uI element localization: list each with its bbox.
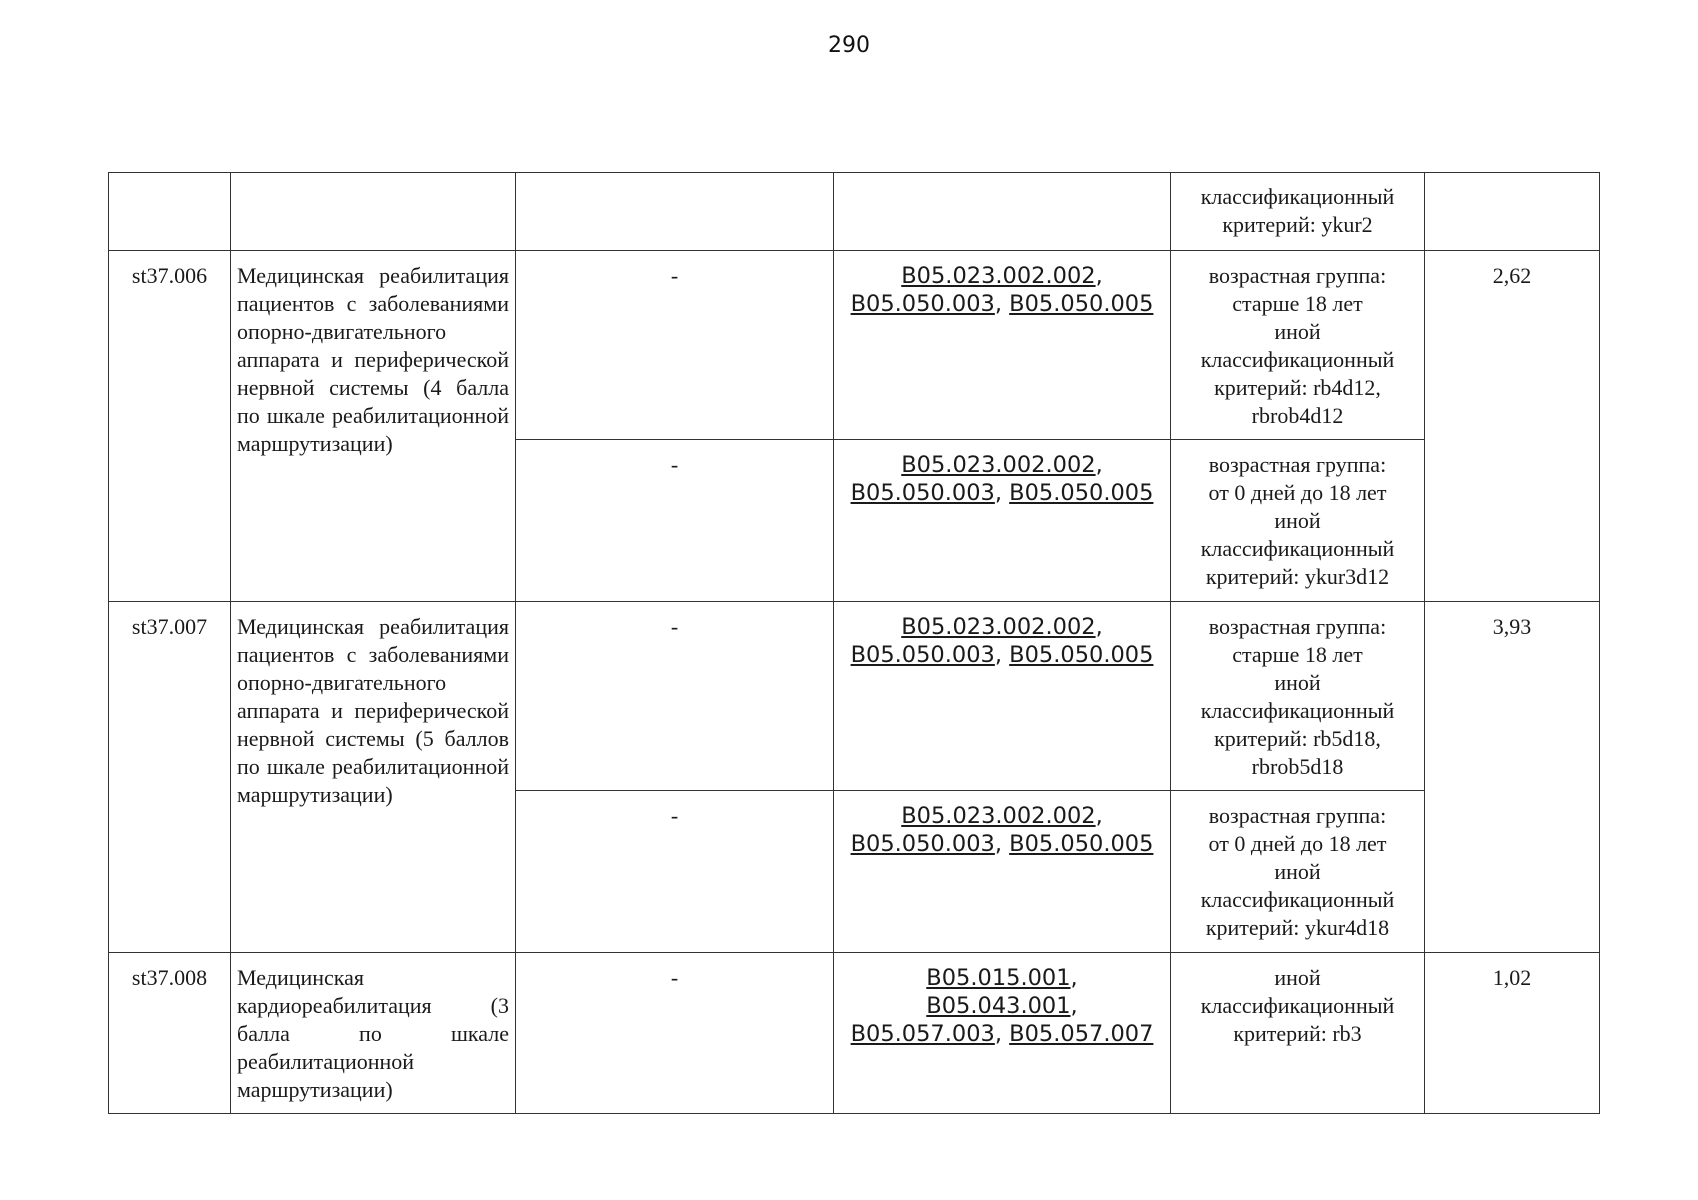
service-code-link[interactable]: B05.050.005 — [1009, 831, 1154, 857]
page-number: 290 — [828, 33, 870, 58]
criteria-line: иной — [1274, 319, 1321, 344]
service-code-link[interactable]: B05.023.002.002 — [901, 803, 1096, 829]
criteria-line: критерий: ykur2 — [1222, 212, 1373, 237]
service-code-link[interactable]: B05.050.003 — [850, 291, 995, 317]
services-cell: B05.023.002.002, B05.050.003, B05.050.005 — [834, 251, 1171, 440]
service-code-link[interactable]: B05.023.002.002 — [901, 452, 1096, 478]
criteria-line: классификационный — [1200, 887, 1395, 912]
diagnosis-cell: - — [516, 602, 834, 791]
criteria-line: от 0 дней до 18 лет — [1208, 480, 1387, 505]
services-cell: B05.023.002.002, B05.050.003, B05.050.005 — [834, 791, 1171, 953]
services-cell: B05.023.002.002, B05.050.003, B05.050.005 — [834, 602, 1171, 791]
service-code-link[interactable]: B05.023.002.002 — [901, 263, 1096, 289]
criteria-line: от 0 дней до 18 лет — [1208, 831, 1387, 856]
ksg-code-cell: st37.006 — [109, 251, 231, 602]
criteria-line: критерий: ykur4d18 — [1205, 915, 1390, 940]
ksg-name-cell: Медицинская кардиореабилитация (3 балла по шкале реабилитационной маршрутизации) — [231, 953, 516, 1114]
criteria-line: старше 18 лет — [1232, 642, 1363, 667]
criteria-cell — [1171, 602, 1425, 791]
criteria-line: критерий: rb3 — [1233, 1021, 1362, 1046]
service-code-link[interactable]: B05.057.003 — [850, 1021, 995, 1047]
coefficient-cell — [1425, 173, 1600, 251]
tariff-table — [108, 172, 1600, 1114]
ksg-code-cell: st37.008 — [109, 953, 231, 1114]
service-code-link[interactable]: B05.050.003 — [850, 480, 995, 506]
criteria-line: rbrob5d18 — [1251, 754, 1344, 779]
criteria-line: критерий: rb5d18, — [1214, 726, 1381, 751]
diagnosis-cell — [516, 173, 834, 251]
criteria-line: возрастная группа: — [1208, 452, 1387, 477]
coefficient-cell: 3,93 — [1425, 602, 1600, 953]
services-cell — [834, 173, 1171, 251]
diagnosis-cell: - — [516, 791, 834, 953]
service-code-link[interactable]: B05.057.007 — [1009, 1021, 1154, 1047]
criteria-cell — [1171, 173, 1425, 251]
criteria-line: классификационный — [1200, 536, 1395, 561]
criteria-line: классификационный — [1200, 698, 1395, 723]
service-code-link[interactable]: B05.015.001 — [926, 965, 1071, 991]
ksg-name-cell: Медицинская реабилитация пациентов с заболеваниями опорно-двигательного аппарата и периферической нервной системы (4 балла по шкале реабилитационной маршрутизации) — [231, 251, 516, 602]
criteria-cell — [1171, 791, 1425, 953]
criteria-line: классификационный — [1200, 993, 1395, 1018]
table-row — [109, 173, 1600, 251]
service-code-link[interactable]: B05.050.003 — [850, 831, 995, 857]
criteria-line: возрастная группа: — [1208, 263, 1387, 288]
criteria-cell — [1171, 440, 1425, 602]
criteria-line: старше 18 лет — [1232, 291, 1363, 316]
criteria-line: иной — [1274, 965, 1321, 990]
criteria-line: иной — [1274, 859, 1321, 884]
table-row — [109, 251, 1600, 440]
criteria-line: иной — [1274, 670, 1321, 695]
service-code-link[interactable]: B05.050.005 — [1009, 642, 1154, 668]
criteria-line: возрастная группа: — [1208, 614, 1387, 639]
ksg-name-cell: Медицинская реабилитация пациентов с заболеваниями опорно-двигательного аппарата и периферической нервной системы (5 баллов по шкале реабилитационной маршрутизации) — [231, 602, 516, 953]
criteria-line: классификационный — [1200, 347, 1395, 372]
criteria-line: иной — [1274, 508, 1321, 533]
ksg-name-cell — [231, 173, 516, 251]
diagnosis-cell: - — [516, 251, 834, 440]
coefficient-cell: 2,62 — [1425, 251, 1600, 602]
services-cell: B05.015.001, B05.043.001, B05.057.003, B05.057.007 — [834, 953, 1171, 1114]
table-row — [109, 953, 1600, 1114]
criteria-line: критерий: rb4d12, — [1214, 375, 1381, 400]
criteria-line: классификационный — [1200, 184, 1395, 209]
services-cell: B05.023.002.002, B05.050.003, B05.050.005 — [834, 440, 1171, 602]
service-code-link[interactable]: B05.050.005 — [1009, 291, 1154, 317]
service-code-link[interactable]: B05.050.003 — [850, 642, 995, 668]
service-code-link[interactable]: B05.050.005 — [1009, 480, 1154, 506]
criteria-cell — [1171, 953, 1425, 1114]
criteria-line: возрастная группа: — [1208, 803, 1387, 828]
ksg-code-cell — [109, 173, 231, 251]
service-code-link[interactable]: B05.043.001 — [926, 993, 1071, 1019]
criteria-cell — [1171, 251, 1425, 440]
criteria-line: критерий: ykur3d12 — [1205, 564, 1390, 589]
diagnosis-cell: - — [516, 440, 834, 602]
coefficient-cell: 1,02 — [1425, 953, 1600, 1114]
criteria-line: rbrob4d12 — [1251, 403, 1344, 428]
service-code-link[interactable]: B05.023.002.002 — [901, 614, 1096, 640]
diagnosis-cell: - — [516, 953, 834, 1114]
table-row — [109, 602, 1600, 791]
ksg-code-cell: st37.007 — [109, 602, 231, 953]
